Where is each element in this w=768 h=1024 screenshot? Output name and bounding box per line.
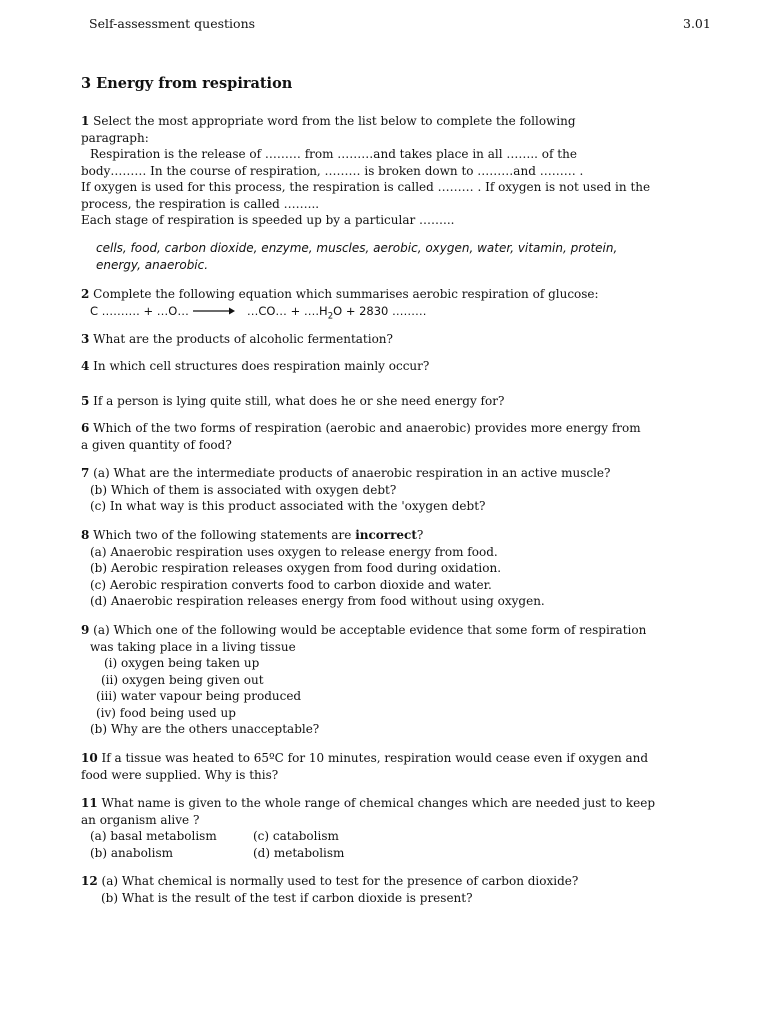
question-6 [81, 420, 641, 453]
question-text: What are the products of alcoholic fermentation? [89, 332, 393, 346]
paragraph-line: Each stage of respiration is speeded up by a particular ……... [81, 213, 455, 227]
paragraph-line: body……… In the course of respiration, ……… is broken down to ………and ……… . [81, 163, 584, 178]
option-iv: (iv) food being used up [96, 705, 236, 720]
question-9 [81, 622, 646, 738]
word-list [96, 240, 617, 274]
option-b: (b) Aerobic respiration releases oxygen from food during oxidation. [90, 561, 502, 575]
emphasis-text: incorrect [355, 528, 417, 542]
question-number: 8 [81, 528, 90, 542]
question-number: 12 [81, 874, 98, 888]
question-12 [81, 873, 578, 906]
question-2 [81, 286, 599, 319]
equation [81, 303, 599, 320]
question-text: In which cell structures does respiration mainly occur? [89, 359, 430, 373]
question-3 [81, 331, 393, 348]
section-title: 3 Energy from respiration [81, 75, 293, 92]
question-number: 9 [81, 623, 90, 637]
question-text: Which two of the following statements are [89, 528, 356, 542]
question-number: 6 [81, 421, 90, 435]
equation-reactants: C ………. + …O… [90, 303, 189, 318]
question-number: 7 [81, 466, 90, 480]
question-part-b: (b) Which of them is associated with oxygen debt? [90, 482, 397, 497]
question-1 [81, 113, 650, 229]
equation-products-b: O + 2830 ……… [333, 303, 427, 318]
question-text: Which of the two forms of respiration (aerobic and anaerobic) provides more energy from [89, 421, 641, 435]
reaction-arrow-icon [193, 306, 235, 316]
question-part-a: (a) Which one of the following would be acceptable evidence that some form of respiration [89, 623, 647, 637]
question-text: If a person is lying quite still, what does he or she need energy for? [89, 394, 505, 408]
question-10 [81, 750, 648, 783]
question-part-c: (c) In what way is this product associated with the 'oxygen debt? [90, 499, 486, 513]
option-c: (c) Aerobic respiration converts food to carbon dioxide and water. [90, 577, 492, 592]
option-a: (a) basal metabolism [90, 829, 217, 843]
question-part-b: (b) What is the result of the test if carbon dioxide is present? [101, 890, 473, 905]
question-8 [81, 527, 545, 610]
question-text: food were supplied. Why is this? [81, 767, 279, 782]
question-text-end: ? [416, 528, 424, 542]
paragraph-line: process, the respiration is called ……... [81, 196, 320, 211]
question-5 [81, 393, 504, 410]
paragraph-line: If oxygen is used for this process, the respiration is called ……… . If oxygen is not used in the [81, 180, 651, 194]
question-7 [81, 465, 610, 515]
word-list-line: cells, food, carbon dioxide, enzyme, muscles, aerobic, oxygen, water, vitamin, protein, [96, 241, 618, 255]
question-text: an organism alive ? [81, 812, 200, 827]
option-ii: (ii) oxygen being given out [101, 672, 264, 687]
option-d: (d) Anaerobic respiration releases energy from food without using oxygen. [90, 594, 545, 608]
question-text: Complete the following equation which summarises aerobic respiration of glucose: [89, 287, 599, 301]
header-title: Self-assessment questions [89, 16, 256, 31]
question-number: 2 [81, 287, 90, 301]
question-4 [81, 358, 429, 375]
question-text: a given quantity of food? [81, 437, 232, 452]
question-part-a: (a) What are the intermediate products of anaerobic respiration in an active muscle? [89, 466, 611, 480]
question-text: paragraph: [81, 130, 149, 145]
question-number: 3 [81, 332, 90, 346]
option-c: (c) catabolism [253, 829, 339, 843]
question-part-a-cont: was taking place in a living tissue [90, 639, 296, 654]
question-number: 5 [81, 394, 90, 408]
question-11 [81, 795, 655, 861]
option-i: (i) oxygen being taken up [104, 656, 260, 670]
question-text: If a tissue was heated to 65ºC for 10 minutes, respiration would cease even if oxygen and [97, 751, 649, 765]
question-part-b: (b) Why are the others unacceptable? [90, 722, 320, 736]
paragraph-line: Respiration is the release of ……… from ………and takes place in all …….. of the [90, 147, 577, 161]
question-part-a: (a) What chemical is normally used to test for the presence of carbon dioxide? [97, 874, 579, 888]
question-text: Select the most appropriate word from the list below to complete the following [89, 114, 576, 128]
question-number: 1 [81, 114, 90, 128]
option-b: (b) anabolism [90, 845, 174, 860]
option-a: (a) Anaerobic respiration uses oxygen to release energy from food. [90, 544, 498, 559]
equation-subscript: 2 [327, 310, 334, 321]
question-number: 11 [81, 796, 98, 810]
option-iii: (iii) water vapour being produced [96, 689, 302, 703]
option-d: (d) metabolism [253, 845, 345, 860]
equation-products-a: …CO… + ….H [246, 303, 328, 318]
page-number: 3.01 [683, 16, 711, 31]
word-list-line: energy, anaerobic. [96, 258, 209, 272]
question-number: 10 [81, 751, 98, 765]
question-number: 4 [81, 359, 90, 373]
question-text: What name is given to the whole range of chemical changes which are needed just to keep [97, 796, 656, 810]
